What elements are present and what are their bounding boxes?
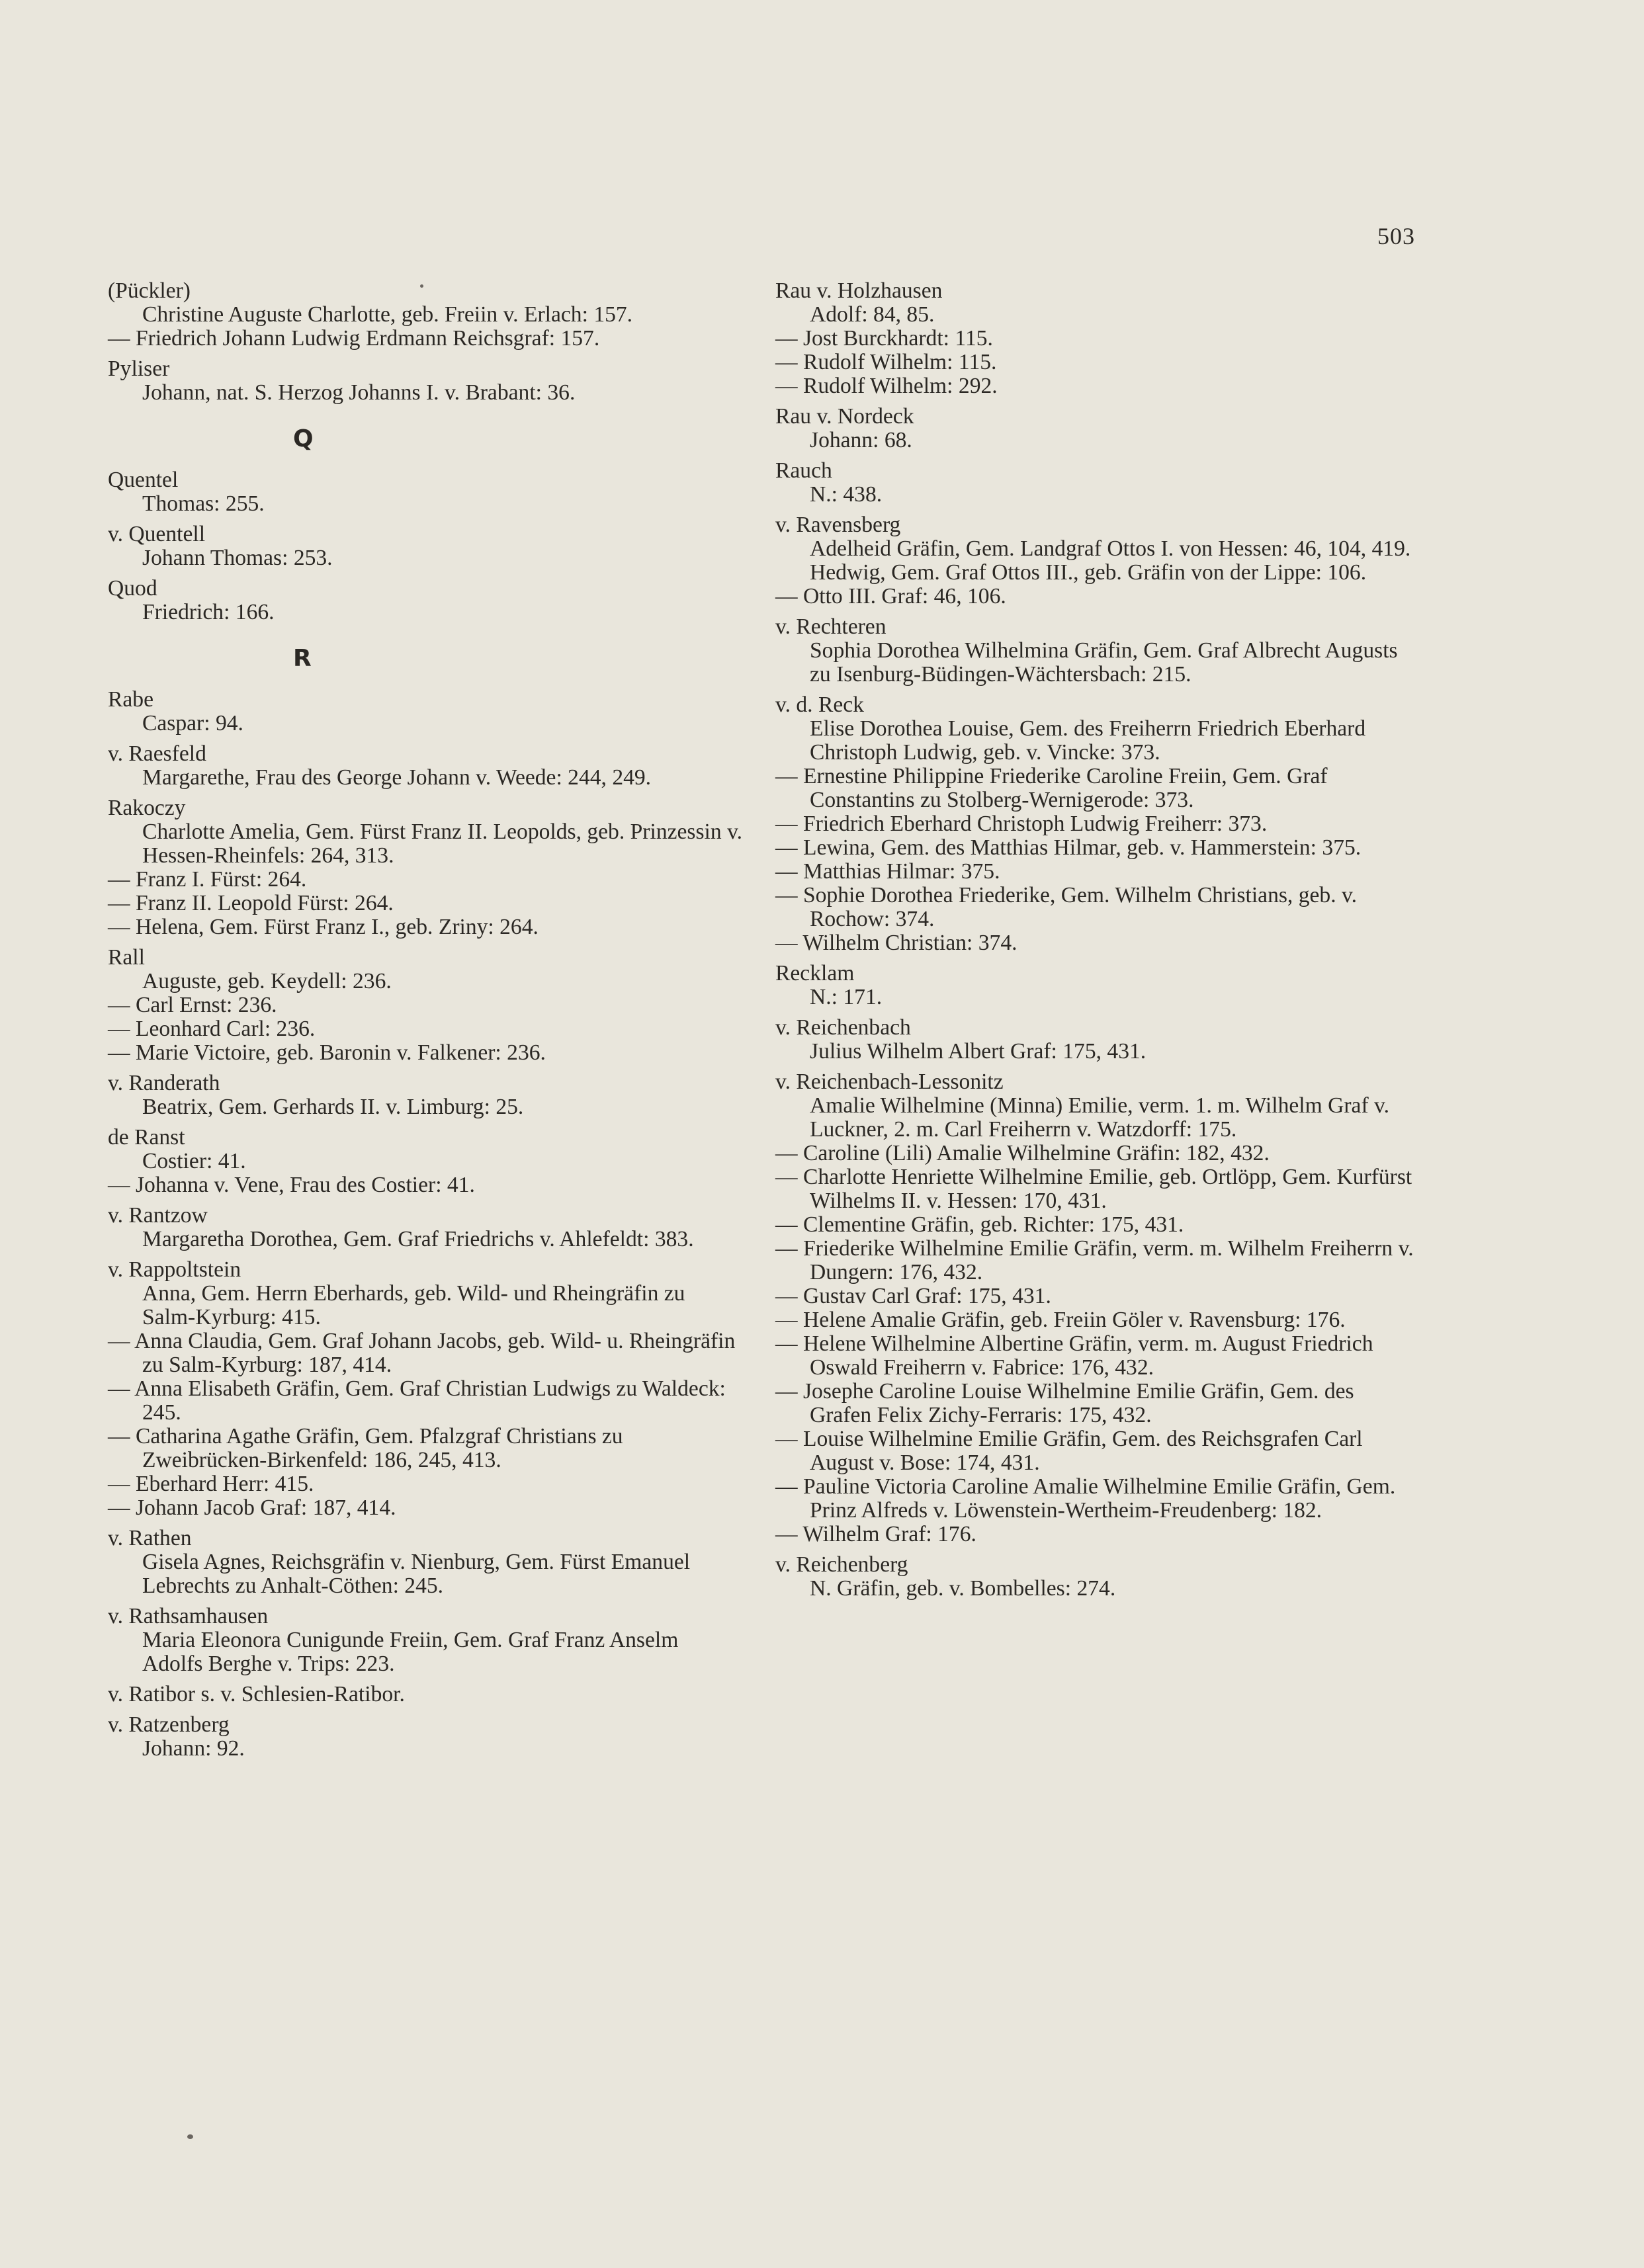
index-entry — [775, 615, 1417, 687]
index-entry — [108, 1713, 743, 1761]
entry-heading: Quentel — [108, 468, 179, 492]
index-entry — [775, 1553, 1417, 1601]
entry-heading: v. Rathsamhausen — [108, 1604, 269, 1628]
index-entry — [108, 1126, 743, 1197]
entry-subitem: Maria Eleonora Cunigunde Freiin, Gem. Graf Franz Anselm Adolfs Berghe v. Trips: 223. — [142, 1628, 679, 1676]
index-entry — [108, 946, 743, 1065]
index-entry — [108, 688, 743, 735]
entry-subitem: — Carl Ernst: 236. — [108, 993, 277, 1017]
entry-subitem: N. Gräfin, geb. v. Bombelles: 274. — [810, 1576, 1116, 1601]
entry-subitem: — Louise Wilhelmine Emilie Gräfin, Gem. des Reichsgrafen Carl August v. Bose: 174, 431. — [775, 1427, 1363, 1475]
entry-subitem: — Johann Jacob Graf: 187, 414. — [108, 1495, 396, 1520]
entry-subitem: Adolf: 84, 85. — [810, 302, 935, 327]
entry-subitem: — Friederike Wilhelmine Emilie Gräfin, verm. m. Wilhelm Freiherrn v. Dungern: 176, 432. — [775, 1236, 1414, 1284]
index-entry — [775, 405, 1417, 452]
index-entry — [108, 1527, 743, 1598]
entry-heading: Rau v. Holzhausen — [775, 278, 943, 303]
entry-subitem: Sophia Dorothea Wilhelmina Gräfin, Gem. Graf Albrecht Augusts zu Isenburg-Büdingen-Wächtersbach: 215. — [810, 638, 1398, 687]
index-column-left — [108, 279, 743, 1767]
entry-subitem: — Josephe Caroline Louise Wilhelmine Emilie Gräfin, Gem. des Grafen Felix Zichy-Ferraris: 175, 432. — [775, 1379, 1354, 1427]
entry-subitem: — Johanna v. Vene, Frau des Costier: 41. — [108, 1173, 475, 1197]
index-column-right — [775, 279, 1417, 1607]
entry-subitem: — Sophie Dorothea Friederike, Gem. Wilhelm Christians, geb. v. Rochow: 374. — [775, 883, 1357, 931]
entry-heading: v. d. Reck — [775, 693, 864, 717]
page-number: 503 — [1377, 223, 1415, 249]
entry-subitem: — Rudolf Wilhelm: 115. — [775, 350, 997, 374]
index-entry — [108, 1204, 743, 1251]
entry-subitem: — Friedrich Eberhard Christoph Ludwig Freiherr: 373. — [775, 812, 1268, 836]
entry-heading: v. Rantzow — [108, 1203, 208, 1228]
entry-subitem: Hedwig, Gem. Graf Ottos III., geb. Gräfin von der Lippe: 106. — [810, 560, 1367, 585]
entry-subitem: Auguste, geb. Keydell: 236. — [142, 969, 392, 993]
entry-subitem: Beatrix, Gem. Gerhards II. v. Limburg: 25. — [142, 1095, 524, 1119]
entry-subitem: Charlotte Amelia, Gem. Fürst Franz II. Leopolds, geb. Prinzessin v. Hessen-Rheinfels: 264, 313. — [142, 819, 743, 868]
entry-subitem: Margaretha Dorothea, Gem. Graf Friedrichs v. Ahlefeldt: 383. — [142, 1227, 694, 1251]
entry-heading: Pyliser — [108, 357, 170, 381]
entry-subitem: Amalie Wilhelmine (Minna) Emilie, verm. 1. m. Wilhelm Graf v. Luckner, 2. m. Carl Freiherrn v. Watzdorff: 175. — [810, 1093, 1390, 1142]
entry-subitem: Elise Dorothea Louise, Gem. des Freiherrn Friedrich Eberhard Christoph Ludwig, geb. v. Vincke: 373. — [810, 716, 1366, 765]
entry-subitem: — Wilhelm Graf: 176. — [775, 1522, 976, 1546]
entry-subitem: — Gustav Carl Graf: 175, 431. — [775, 1284, 1051, 1308]
entry-heading: Rall — [108, 945, 145, 970]
entry-heading: (Pückler) — [108, 278, 191, 303]
index-entry — [775, 1016, 1417, 1064]
entry-heading: v. Randerath — [108, 1071, 220, 1095]
entry-subitem: — Clementine Gräfin, geb. Richter: 175, 431. — [775, 1212, 1184, 1237]
entry-subitem: Johann, nat. S. Herzog Johanns I. v. Brabant: 36. — [142, 380, 576, 405]
entry-subitem: Johann Thomas: 253. — [142, 546, 333, 570]
entry-subitem: — Lewina, Gem. des Matthias Hilmar, geb. v. Hammerstein: 375. — [775, 835, 1362, 860]
entry-subitem: Adelheid Gräfin, Gem. Landgraf Ottos I. von Hessen: 46, 104, 419. — [810, 536, 1411, 561]
entry-heading: Rakoczy — [108, 796, 186, 820]
entry-heading: v. Rathen — [108, 1526, 192, 1550]
entry-subitem: Anna, Gem. Herrn Eberhards, geb. Wild- und Rheingräfin zu Salm-Kyrburg: 415. — [142, 1281, 685, 1329]
entry-heading: v. Ratzenberg — [108, 1712, 230, 1737]
entry-subitem: Christine Auguste Charlotte, geb. Freiin v. Erlach: 157. — [142, 302, 633, 327]
index-entry — [108, 577, 743, 624]
entry-heading: v. Rechteren — [775, 614, 887, 639]
entry-subitem: — Eberhard Herr: 415. — [108, 1472, 314, 1496]
index-entry — [775, 459, 1417, 507]
index-entry — [108, 1071, 743, 1119]
entry-subitem: Gisela Agnes, Reichsgräfin v. Nienburg, Gem. Fürst Emanuel Lebrechts zu Anhalt-Cöthen: 245. — [142, 1550, 691, 1598]
index-entry — [108, 279, 743, 351]
entry-subitem: — Marie Victoire, geb. Baronin v. Falkener: 236. — [108, 1040, 546, 1065]
index-entry — [108, 796, 743, 939]
index-entry — [108, 1258, 743, 1520]
entry-subitem: Johann: 68. — [810, 428, 912, 452]
entry-heading: v. Rappoltstein — [108, 1257, 241, 1282]
index-entry — [108, 1683, 743, 1706]
entry-heading: Rauch — [775, 458, 832, 483]
entry-subitem: Friedrich: 166. — [142, 600, 275, 624]
entry-subitem: N.: 171. — [810, 985, 883, 1009]
index-entry — [108, 468, 743, 516]
entry-subitem: — Charlotte Henriette Wilhelmine Emilie, geb. Ortlöpp, Gem. Kurfürst Wilhelms II. v. Hessen: 170, 431. — [775, 1165, 1412, 1213]
index-entry — [775, 693, 1417, 955]
entry-subitem: — Helene Wilhelmine Albertine Gräfin, verm. m. August Friedrich Oswald Freiherrn v. Fabrice: 176, 432. — [775, 1331, 1373, 1380]
entry-subitem: Caspar: 94. — [142, 711, 243, 735]
section-letter: Q — [293, 425, 314, 452]
entry-subitem: — Friedrich Johann Ludwig Erdmann Reichsgraf: 157. — [108, 326, 600, 351]
entry-subitem: Johann: 92. — [142, 1736, 245, 1761]
paper-speck — [420, 284, 423, 288]
entry-heading: de Ranst — [108, 1125, 185, 1150]
index-entry — [108, 523, 743, 570]
entry-heading: v. Raesfeld — [108, 741, 206, 766]
entry-subitem: — Matthias Hilmar: 375. — [775, 859, 1000, 884]
index-entry — [775, 513, 1417, 609]
entry-subitem: — Helene Amalie Gräfin, geb. Freiin Göler v. Ravensburg: 176. — [775, 1308, 1346, 1332]
entry-subitem: — Helena, Gem. Fürst Franz I., geb. Zriny: 264. — [108, 915, 539, 939]
entry-subitem: Julius Wilhelm Albert Graf: 175, 431. — [810, 1039, 1146, 1064]
entry-subitem: — Rudolf Wilhelm: 292. — [775, 374, 998, 398]
entry-heading: v. Ratibor s. v. Schlesien-Ratibor. — [108, 1682, 405, 1706]
index-entry — [775, 279, 1417, 398]
entry-heading: v. Reichenberg — [775, 1552, 908, 1577]
entry-subitem: — Pauline Victoria Caroline Amalie Wilhelmine Emilie Gräfin, Gem. Prinz Alfreds v. Löwenstein-Wertheim-Freudenberg: 182. — [775, 1474, 1396, 1523]
entry-subitem: Margarethe, Frau des George Johann v. Weede: 244, 249. — [142, 765, 652, 790]
entry-heading: Rabe — [108, 687, 153, 712]
index-entry — [775, 962, 1417, 1009]
entry-subitem: — Anna Elisabeth Gräfin, Gem. Graf Christian Ludwigs zu Waldeck: 245. — [108, 1376, 726, 1425]
index-entry — [108, 742, 743, 790]
entry-subitem: N.: 438. — [810, 482, 883, 507]
entry-subitem: — Ernestine Philippine Friederike Caroline Freiin, Gem. Graf Constantins zu Stolberg-Wernigerode: 373. — [775, 764, 1328, 812]
section-letter: R — [293, 645, 312, 672]
entry-subitem: Thomas: 255. — [142, 491, 265, 516]
index-entry — [775, 1070, 1417, 1546]
entry-subitem: — Caroline (Lili) Amalie Wilhelmine Gräfin: 182, 432. — [775, 1141, 1270, 1165]
entry-heading: v. Ravensberg — [775, 513, 901, 537]
entry-heading: v. Reichenbach — [775, 1015, 911, 1040]
entry-subitem: Costier: 41. — [142, 1149, 246, 1173]
entry-heading: Rau v. Nordeck — [775, 404, 914, 429]
entry-subitem: — Jost Burckhardt: 115. — [775, 326, 993, 351]
entry-subitem: — Franz I. Fürst: 264. — [108, 867, 307, 892]
entry-subitem: — Otto III. Graf: 46, 106. — [775, 584, 1006, 609]
entry-heading: v. Quentell — [108, 522, 206, 546]
index-entry — [108, 1605, 743, 1676]
paper-speck — [187, 2134, 193, 2139]
entry-subitem: — Wilhelm Christian: 374. — [775, 931, 1017, 955]
entry-heading: Recklam — [775, 961, 855, 986]
entry-subitem: — Leonhard Carl: 236. — [108, 1017, 316, 1041]
entry-subitem: — Franz II. Leopold Fürst: 264. — [108, 891, 394, 915]
entry-subitem: — Catharina Agathe Gräfin, Gem. Pfalzgraf Christians zu Zweibrücken-Birkenfeld: 186, 245, 413. — [108, 1424, 623, 1472]
entry-subitem: — Anna Claudia, Gem. Graf Johann Jacobs, geb. Wild- u. Rheingräfin zu Salm-Kyrburg: 187, 414. — [108, 1329, 736, 1377]
index-entry — [108, 357, 743, 405]
entry-heading: v. Reichenbach-Lessonitz — [775, 1070, 1004, 1094]
entry-heading: Quod — [108, 576, 157, 601]
